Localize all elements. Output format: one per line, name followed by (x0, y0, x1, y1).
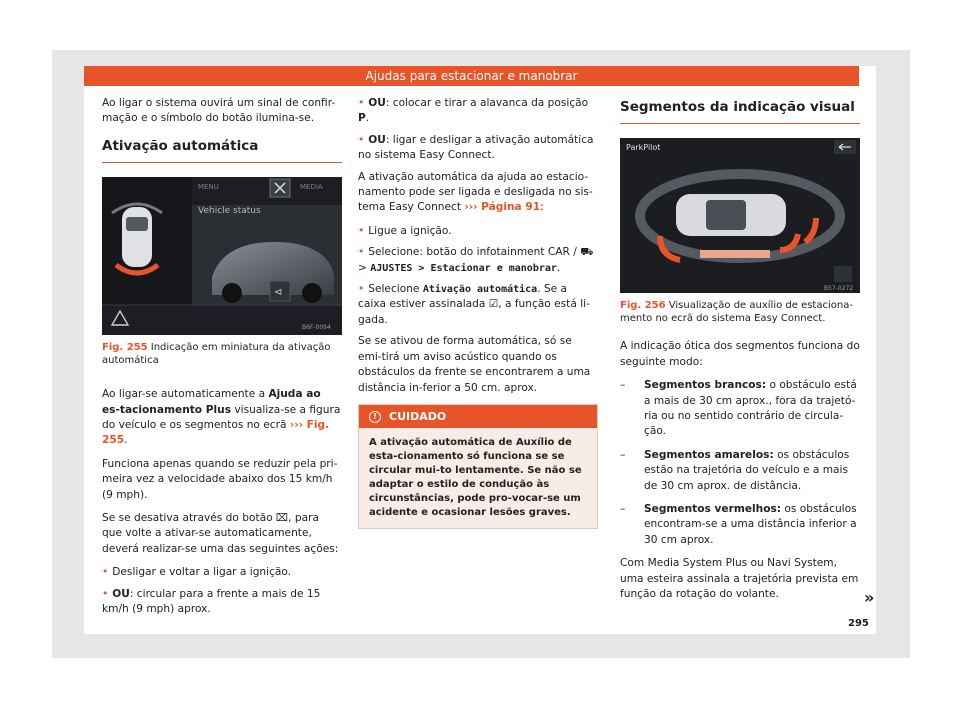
p1-text-c: visualiza-se a figura do veículo e os segmentos no ecrã (102, 403, 341, 432)
p-end: : (540, 201, 544, 214)
bullet-label: OU (368, 133, 386, 146)
p1-text-a: Ao ligar-se automaticamente a (102, 388, 269, 401)
paragraph-2: Funciona apenas quando se reduzir pela pri-meira vez a velocidade abaixo dos 15 km/h (9 mph). (102, 457, 338, 501)
heading-automatic-activation: Ativação automática (102, 139, 342, 163)
step-item (358, 282, 598, 328)
paragraph-3: Se se desativa através do botão ⌧, para que volte a ativar-se automaticamente, deverá realizar-se uma das seguintes ações: (102, 512, 339, 555)
bullet-text: : colocar e tirar a alavanca da posição (385, 97, 589, 109)
mute-icon[interactable] (834, 266, 852, 282)
figure-caption-text: Indicação em miniatura da ativação automática (102, 342, 331, 367)
figure-256-caption (620, 299, 860, 325)
paragraph-trajectory: Com Media System Plus ou Navi System, uma esteira assinala a trajetória prevista em função da rotação do volante. (620, 557, 859, 601)
caution-body: A ativação automática de Auxílio de esta-cionamento só funciona se se circular mui-to lentamente. Se não se adaptar o estilo de condução às circunstâncias, pode pro-vocar-se um acidente e ocasionar lesões graves. (369, 437, 582, 519)
p1-end: . (124, 434, 128, 447)
column-2 (358, 96, 598, 529)
page-reference-link[interactable]: ››› Página 91 (464, 201, 541, 214)
continue-chevron: » (864, 588, 875, 607)
paragraph-acoustic: Se se ativou de forma automática, só se emi-tirá um aviso acústico quando os obstáculos da frente se encontrarem a uma distância in-ferior a 50 cm. aprox. (358, 335, 591, 394)
step-text: Selecione: botão do infotainment CAR / ⛟ > (358, 246, 594, 274)
step-text: Selecione (368, 283, 423, 296)
paragraph-easy-connect (358, 170, 598, 216)
figure-code: B6F-0094 (302, 324, 331, 332)
svg-text:⊲: ⊲ (274, 287, 283, 299)
caution-box (358, 404, 598, 529)
figure-reference-link[interactable]: ››› Fig. 255 (102, 419, 330, 447)
media-label: MEDIA (300, 183, 323, 192)
screen-illustration (102, 177, 342, 335)
menu-path: AJUSTES > Estacionar e manobrar (370, 262, 557, 274)
caution-icon: ! (369, 411, 381, 423)
car-top-view (122, 207, 152, 267)
figure-number: Fig. 255 (102, 342, 148, 354)
figure-caption-text: Visualização de auxílio de estaciona-mento no ecrã do sistema Easy Connect. (620, 300, 853, 325)
section-header: Ajudas para estacionar e manobrar (84, 66, 859, 86)
bullet-text: : ligar e desligar a ativação automática no sistema Easy Connect. (358, 133, 594, 162)
bullet-bold: P (358, 112, 366, 125)
p-text: A ativação automática da ajuda ao estacio-namento pode ser ligada e desligada no sis-tema Easy Connect (358, 170, 593, 214)
list-item: – Segmentos amarelos: os obstáculos estão na trajetória do veículo e a mais de 30 cm aprox. de distância. (620, 448, 850, 492)
parkpilot-title: ParkPilot (626, 143, 661, 153)
item-label: Segmentos brancos: (644, 379, 767, 392)
page-number: 295 (848, 618, 869, 629)
bullet-label: OU (112, 587, 130, 600)
figure-255 (102, 177, 342, 335)
bullet-text: : circular para a frente a mais de 15 km/h (9 mph) aprox. (102, 587, 321, 616)
bullet-item (358, 96, 598, 127)
intro-text: Ao ligar o sistema ouvirá um sinal de confir-mação e o símbolo do botão ilumina-se. (102, 97, 336, 125)
trajectory-band (700, 250, 770, 258)
column-3 (620, 96, 860, 611)
step-end: . (556, 261, 561, 274)
bullet-end: . (365, 112, 370, 125)
menu-label: MENU (198, 183, 219, 192)
paragraph-1 (102, 387, 342, 449)
figure-code: B57-0272 (824, 285, 854, 293)
bullet-item: • Desligar e voltar a ligar a ignição. (102, 565, 342, 580)
step-item (358, 245, 598, 276)
caution-header (359, 405, 597, 428)
bullet-label: OU (368, 97, 386, 109)
figure-number: Fig. 256 (620, 300, 666, 312)
parkpilot-illustration (620, 138, 860, 293)
heading-segments: Segmentos da indicação visual (620, 100, 860, 124)
list-item: – Segmentos brancos: o obstáculo está a mais de 30 cm aprox., fora da trajetó-ria ou no sentido contrário de circula-ção. (620, 379, 857, 438)
bullet-item (358, 133, 598, 164)
list-item: – Segmentos vermelhos: os obstáculos encontram-se a uma distância inferior a 30 cm aprox. (620, 503, 857, 546)
item-text: os obstáculos encontram-se a uma distância inferior a 30 cm aprox. (644, 503, 857, 546)
menu-option: Ativação automática (422, 284, 538, 296)
p1-bold: Ajuda ao es-tacionamento Plus (102, 388, 321, 416)
step-item: • Ligue a ignição. (358, 224, 598, 239)
vehicle-status-label: Vehicle status (198, 206, 261, 217)
step-text: . Se a caixa estiver assinalada ☑, a função está li-gada. (358, 283, 590, 326)
item-text: o obstáculo está a mais de 30 cm aprox., fora da trajetó-ria ou no sentido contrário de circula-ção. (644, 379, 857, 438)
item-label: Segmentos amarelos: (644, 448, 774, 461)
item-text: os obstáculos estão na trajetória do veículo e a mais de 30 cm aprox. de distância. (644, 448, 850, 492)
bullet-item (102, 587, 342, 618)
figure-255-caption (102, 341, 342, 367)
column-1 (102, 96, 342, 624)
segments-intro: A indicação ótica dos segmentos funciona do seguinte modo: (620, 340, 860, 368)
figure-256 (620, 138, 860, 293)
item-label: Segmentos vermelhos: (644, 503, 782, 516)
caution-title: CUIDADO (389, 409, 447, 423)
